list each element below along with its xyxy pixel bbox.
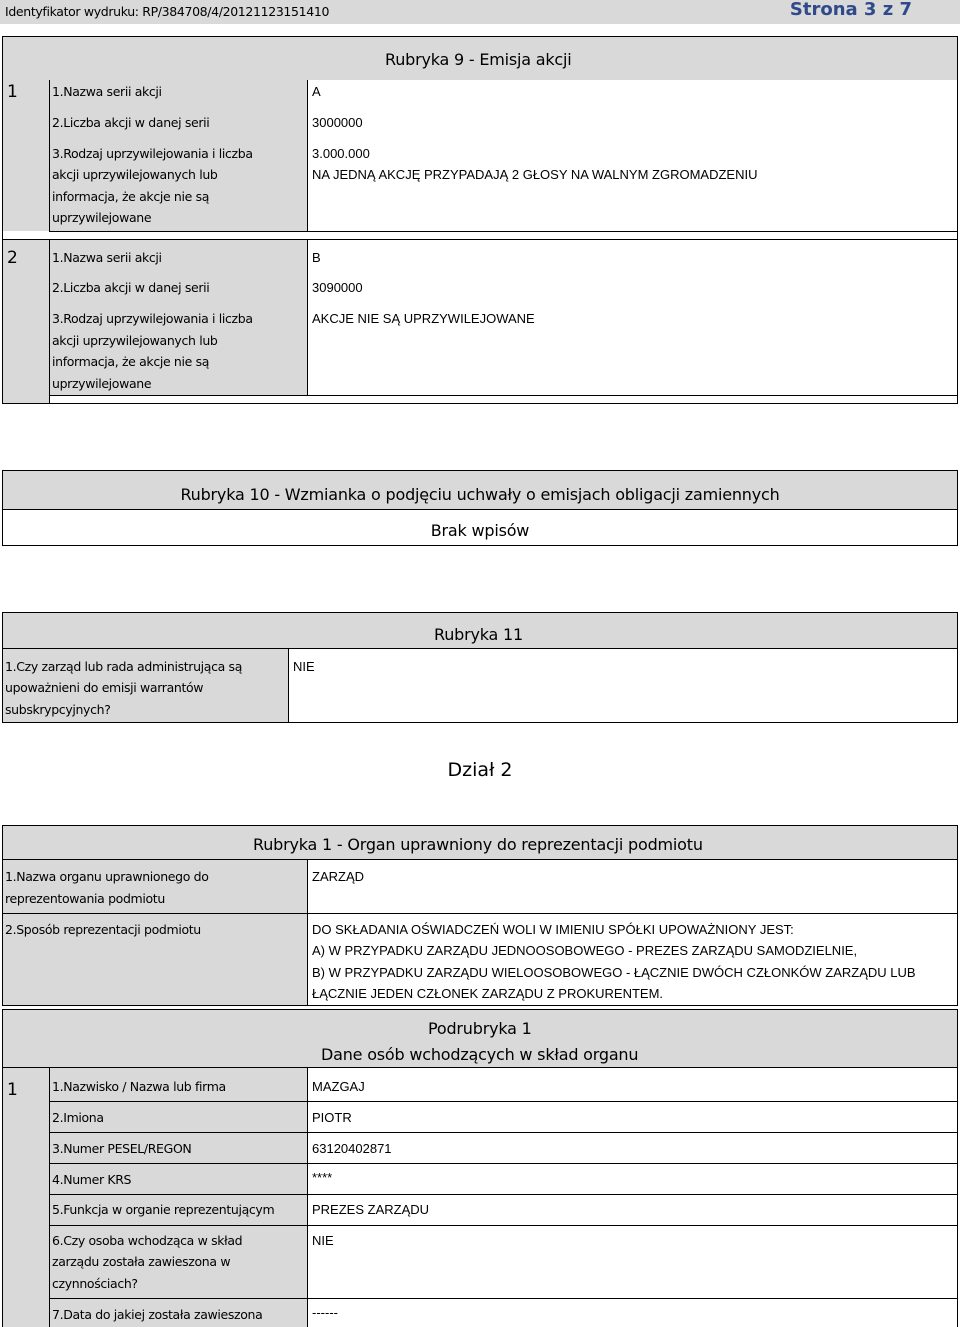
function-value: PREZES ZARZĄDU [312,1202,430,1217]
preference-label-line: 3.Rodzaj uprzywilejowania i liczba [52,146,253,161]
series-name-value: B [312,250,321,265]
preference-value-line: 3.000.000 [312,146,370,161]
share-count-value: 3090000 [312,280,363,295]
krs-value: **** [312,1170,333,1185]
preference-label-line: informacja, że akcje nie są [52,189,210,204]
suspended-until-label: 7.Data do jakiej została zawieszona [52,1307,263,1322]
pesel-value: 63120402871 [312,1141,392,1156]
first-names-label: 2.Imiona [52,1110,104,1125]
preference-value-line: AKCJE NIE SĄ UPRZYWILEJOWANE [312,311,535,326]
krs-label: 4.Numer KRS [52,1172,132,1187]
series-name-label: 1.Nazwa serii akcji [52,250,162,265]
person-number: 1 [7,1080,18,1100]
question-line: subskrypcyjnych? [5,702,111,717]
organ-label-line: reprezentowania podmiotu [5,891,165,906]
subsection-title: Podrubryka 1 [428,1019,532,1038]
series-number: 1 [7,82,18,102]
preference-label-line: akcji uprzywilejowanych lub [52,167,218,182]
representation-method-label: 2.Sposób reprezentacji podmiotu [5,922,201,937]
surname-value: MAZGAJ [312,1079,365,1094]
question-line: upoważnieni do emisji warrantów [5,680,204,695]
rubryka-9-title: Rubryka 9 - Emisja akcji [385,50,572,69]
suspended-label-line: zarządu została zawieszona w [52,1254,231,1269]
series-name-value: A [312,84,321,99]
preference-label-line: 3.Rodzaj uprzywilejowania i liczba [52,311,253,326]
preference-value-line: NA JEDNĄ AKCJĘ PRZYPADAJĄ 2 GŁOSY NA WALNYM ZGROMADZENIU [312,167,758,182]
preference-label-line: uprzywilejowane [52,210,152,225]
question-line: 1.Czy zarząd lub rada administrująca są [5,659,243,674]
first-names-value: PIOTR [312,1110,352,1125]
print-identifier: Identyfikator wydruku: RP/384708/4/20121123151410 [5,4,330,19]
representation-line: A) W PRZYPADKU ZARZĄDU JEDNOOSOBOWEGO - PREZES ZARZĄDU SAMODZIELNIE, [312,943,858,958]
empty-entries-text: Brak wpisów [430,521,530,540]
preference-label-line: informacja, że akcje nie są [52,354,210,369]
share-count-value: 3000000 [312,115,363,130]
pesel-label: 3.Numer PESEL/REGON [52,1141,192,1156]
suspended-label-line: czynnościach? [52,1276,138,1291]
representation-line: ŁĄCZNIE JEDEN CZŁONEK ZARZĄDU Z PROKURENTEM. [312,986,664,1001]
representation-line: DO SKŁADANIA OŚWIADCZEŃ WOLI W IMIENIU SPÓŁKI UPOWAŻNIONY JEST: [312,922,794,937]
rubryka-10-title: Rubryka 10 - Wzmianka o podjęciu uchwały o emisjach obligacji zamiennych [180,485,780,504]
share-count-label: 2.Liczba akcji w danej serii [52,280,210,295]
organ-value: ZARZĄD [312,869,364,884]
suspended-until-value: ------ [312,1305,338,1320]
preference-label-line: uprzywilejowane [52,376,152,391]
series-name-label: 1.Nazwa serii akcji [52,84,162,99]
section-title: Dział 2 [447,759,513,781]
function-label: 5.Funkcja w organie reprezentującym [52,1202,275,1217]
page-number: Strona 3 z 7 [789,0,912,20]
rubryka-1-title: Rubryka 1 - Organ uprawniony do reprezentacji podmiotu [253,835,703,854]
preference-label-line: akcji uprzywilejowanych lub [52,333,218,348]
suspended-value: NIE [312,1233,334,1248]
representation-line: B) W PRZYPADKU ZARZĄDU WIELOOSOBOWEGO - ŁĄCZNIE DWÓCH CZŁONKÓW ZARZĄDU LUB [312,965,916,980]
rubryka-11-title: Rubryka 11 [434,625,523,644]
suspended-label-line: 6.Czy osoba wchodząca w skład [52,1233,243,1248]
subsection-subtitle: Dane osób wchodzących w skład organu [321,1045,639,1064]
warrants-answer: NIE [293,659,315,674]
share-count-label: 2.Liczba akcji w danej serii [52,115,210,130]
series-number: 2 [7,248,18,268]
surname-label: 1.Nazwisko / Nazwa lub firma [52,1079,226,1094]
organ-label-line: 1.Nazwa organu uprawnionego do [5,869,209,884]
